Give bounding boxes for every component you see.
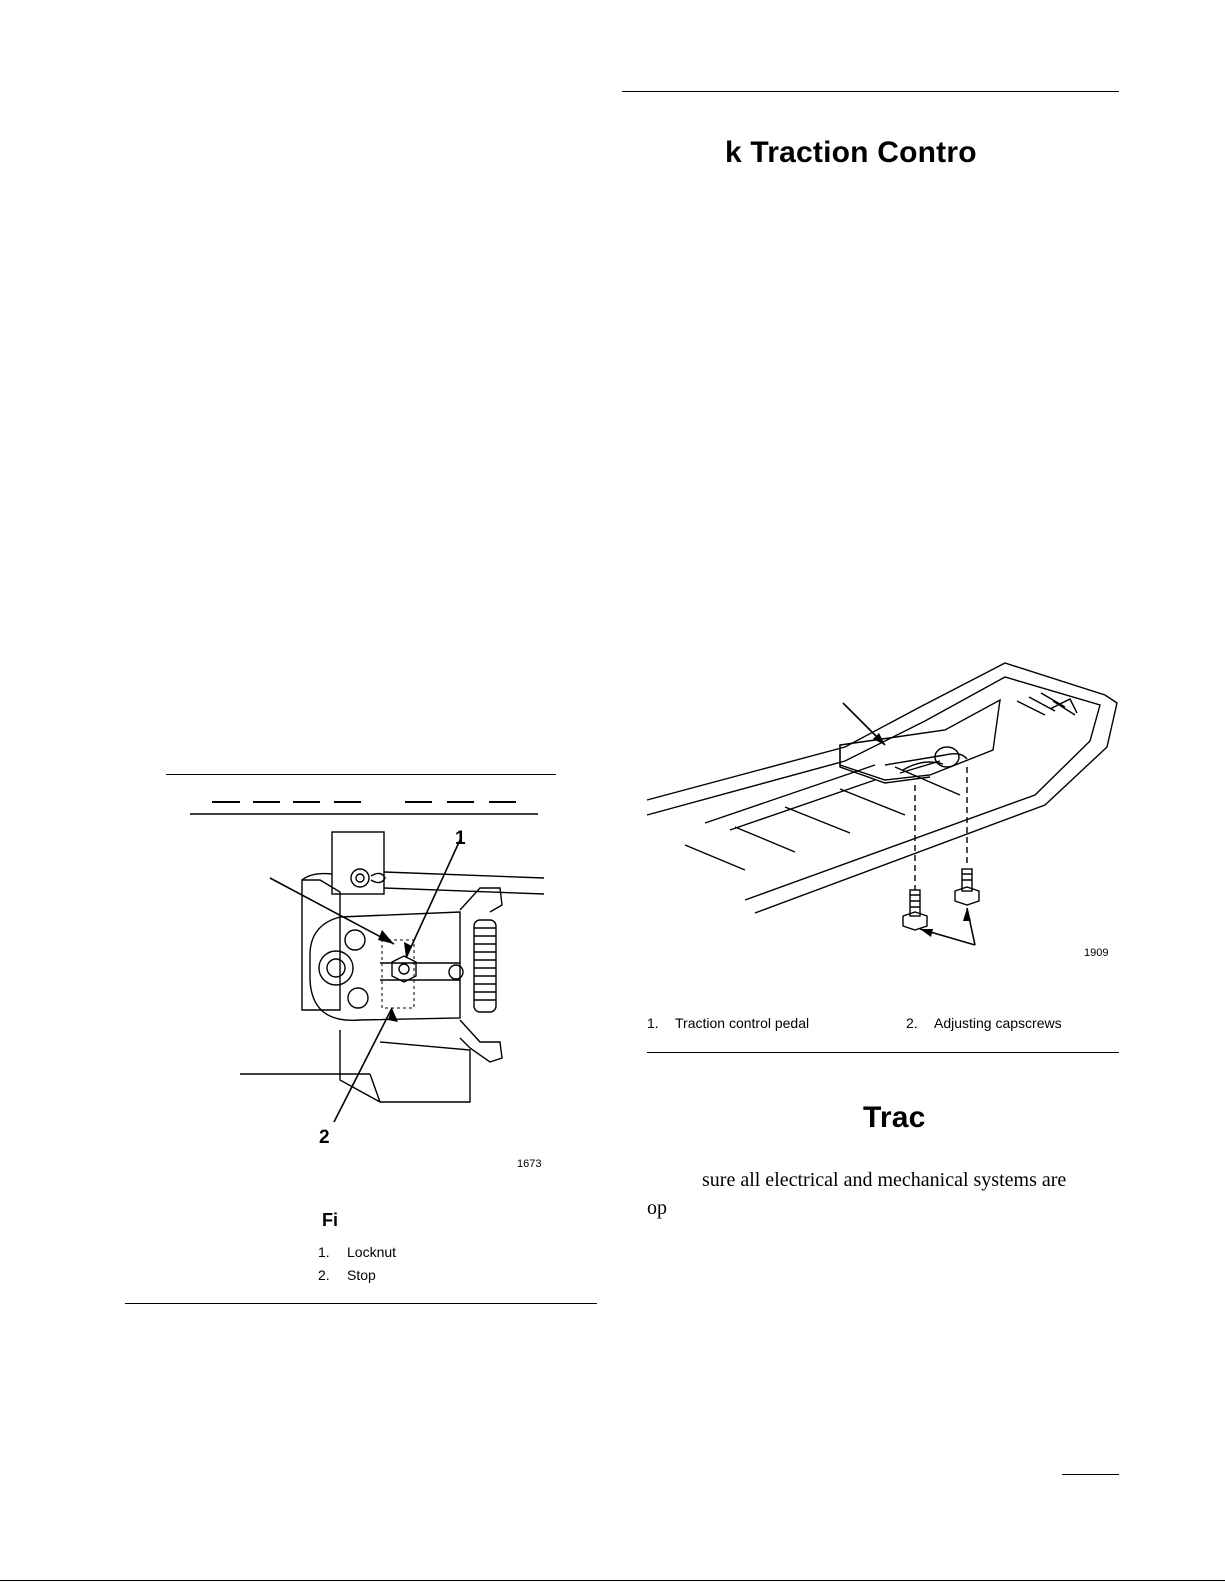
left-callout-2: 2 (319, 1127, 330, 1148)
bottom-edge-rule (0, 1580, 1225, 1581)
body-text-line-1: sure all electrical and mechanical systems are (702, 1169, 1067, 1191)
left-legend-num: 2. (318, 1267, 330, 1283)
left-figure-number: 1673 (517, 1158, 542, 1170)
left-figure-bottom-rule (125, 1303, 597, 1304)
left-legend-item (318, 1267, 376, 1283)
right-figure-bottom-rule (647, 1052, 1119, 1053)
left-legend-label: Locknut (347, 1244, 397, 1260)
right-legend-num: 2. (906, 1015, 918, 1031)
top-rule (622, 91, 1119, 92)
footer-rule (1062, 1474, 1119, 1475)
left-figure-illustration (160, 780, 600, 1160)
section-title-traction-control: k Traction Contro (725, 136, 977, 169)
left-legend-label: Stop (347, 1267, 376, 1283)
right-legend-num: 1. (647, 1015, 659, 1031)
right-figure-illustration (645, 655, 1125, 955)
right-legend-item (906, 1015, 1062, 1031)
body-text-line-2: op (647, 1197, 667, 1219)
right-legend-label: Traction control pedal (675, 1015, 810, 1031)
left-figure-top-rule (166, 774, 556, 775)
right-figure-number: 1909 (1084, 947, 1109, 959)
left-legend-num: 1. (318, 1244, 330, 1260)
right-legend-label: Adjusting capscrews (934, 1015, 1062, 1031)
right-legend-item (647, 1015, 810, 1031)
left-legend-item (318, 1244, 397, 1260)
left-figure-caption: Fi (322, 1210, 338, 1230)
left-callout-1: 1 (455, 828, 466, 849)
section-heading-traction: Trac (863, 1101, 926, 1134)
